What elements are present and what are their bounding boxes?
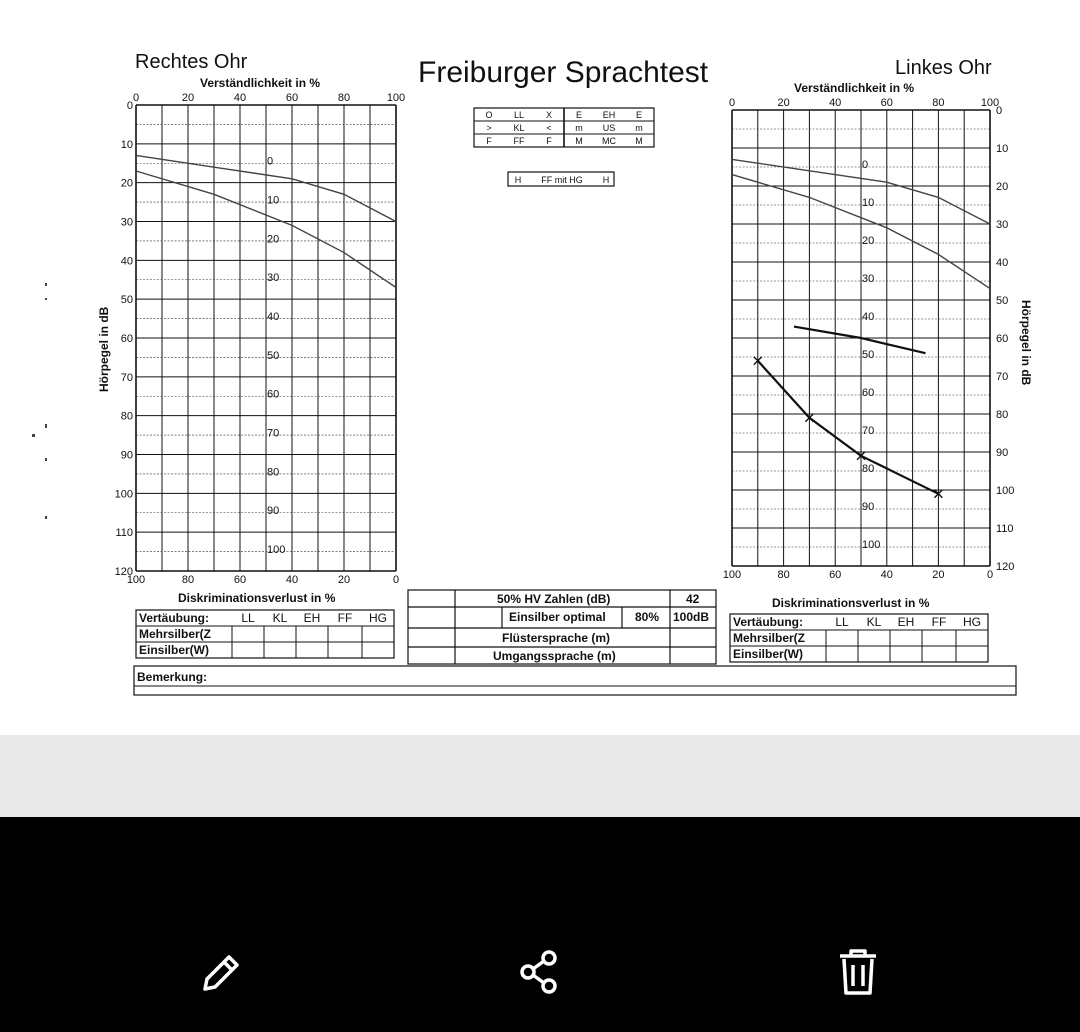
y-tick-label: 100 [996,485,1015,497]
y-tick-label: 40 [996,257,1009,269]
edit-button[interactable] [182,932,262,1012]
y-tick-label: 60 [120,333,133,345]
hv-numbers-label: 50% HV Zahlen (dB) [497,592,611,606]
bottom-tick-label: 40 [285,574,299,586]
left-masking-table [730,614,988,662]
legend-extra-symbol: H [602,175,610,185]
y-tick-label: 110 [115,527,133,540]
legend-symbol: US [602,123,616,133]
legend-symbol: LL [513,110,525,120]
remark-box [134,666,1016,695]
monosyllable-optimal-level: 100dB [673,610,710,624]
inner-scale-label: 80 [267,466,280,479]
legend-symbol: M [575,136,583,146]
bottom-tick-label: 100 [722,569,742,581]
left-bottom-axis-label: Diskriminationsverlust in % [772,596,930,610]
y-tick-label: 120 [114,566,133,578]
right-y-axis-label: Hörpegel in dB [97,306,111,392]
inner-scale-label: 40 [862,311,875,323]
inner-scale-label: 70 [862,425,875,437]
symbol-legend [474,108,654,186]
remark-label: Bemerkung: [137,670,208,684]
y-tick-label: 80 [996,409,1009,421]
y-tick-label: 80 [120,410,133,423]
y-tick-label: 30 [120,216,133,229]
legend-symbol: FF [513,136,525,146]
y-tick-label: 20 [120,177,133,190]
masking-col-label: HG [963,615,981,629]
y-tick-label: 120 [996,561,1015,573]
legend-symbol: M [635,136,643,146]
masking-col-label: FF [931,615,947,629]
inner-scale-label: 40 [267,311,280,323]
masking-header: Vertäubung: [733,615,804,629]
masking-col-label: FF [337,611,353,625]
top-tick-label: 0 [132,92,140,104]
top-tick-label: 100 [980,97,1000,109]
y-tick-label: 50 [120,294,133,307]
whisper-speech-label: Flüstersprache (m) [502,631,611,645]
result-curve [758,361,939,494]
monosyllable-optimal-percent: 80% [635,610,660,624]
legend-extra-symbol: H [514,175,522,185]
inner-scale-label: 70 [267,427,280,440]
y-tick-label: 110 [996,523,1014,535]
legend-symbol: m [635,123,643,133]
inner-scale-label: 20 [267,233,280,246]
inner-scale-label: 10 [862,197,875,209]
masking-row-multisyllable: Mehrsilber(Z [139,627,212,641]
legend-symbol: EH [602,110,616,120]
inner-scale-label: 90 [267,505,280,518]
legend-symbol: O [485,110,493,120]
y-tick-label: 20 [996,181,1009,193]
share-button[interactable] [500,932,580,1012]
legend-symbol: m [575,123,583,133]
masking-col-label: LL [835,615,849,629]
top-tick-label: 60 [285,92,299,104]
masking-row-multisyllable: Mehrsilber(Z [733,631,806,645]
inner-scale-label: 20 [862,235,875,247]
legend-extra-symbol: FF mit HG [541,175,583,185]
masking-col-label: KL [272,611,288,625]
bottom-tick-label: 20 [337,574,351,586]
y-tick-label: 90 [996,447,1009,459]
inner-scale-label: 30 [862,273,875,285]
inner-scale-label: 0 [267,155,274,168]
masking-col-label: LL [241,611,255,625]
y-tick-label: 0 [126,100,133,112]
result-curve [794,327,926,354]
inner-scale-label: 50 [267,349,280,362]
top-tick-label: 20 [181,92,195,104]
top-tick-label: 80 [337,92,351,104]
scan-artifacts [32,283,47,519]
inner-scale-label: 90 [862,501,875,513]
right-ear-label: Rechtes Ohr [135,51,248,73]
legend-symbol: KL [513,123,525,133]
masking-col-label: EH [303,611,321,625]
y-tick-label: 10 [120,138,133,151]
y-tick-label: 60 [996,333,1009,345]
conversation-speech-label: Umgangssprache (m) [493,649,616,663]
legend-symbol: > [486,123,492,133]
top-tick-label: 60 [880,97,893,109]
form-title: Freiburger Sprachtest [418,56,709,89]
top-tick-label: 0 [728,97,736,109]
masking-row-monosyllable: Einsilber(W) [733,647,804,661]
y-tick-label: 90 [120,449,133,462]
masking-header: Vertäubung: [139,611,210,625]
action-bar [0,817,1080,1032]
bottom-tick-label: 60 [829,569,842,581]
y-tick-label: 10 [996,143,1009,155]
inner-scale-label: 0 [862,159,869,171]
y-tick-label: 30 [996,219,1009,231]
masking-col-label: KL [866,615,882,629]
bottom-tick-label: 0 [986,569,994,581]
top-tick-label: 100 [386,92,406,104]
inner-scale-label: 10 [267,194,280,207]
legend-symbol: F [546,136,552,146]
bottom-tick-label: 0 [392,574,400,586]
inner-scale-label: 100 [267,544,286,556]
bottom-tick-label: 80 [181,574,195,586]
legend-symbol: E [635,110,643,120]
masking-col-label: HG [369,611,387,625]
share-icon [514,946,566,998]
y-tick-label: 70 [120,371,133,384]
y-tick-label: 50 [996,295,1009,307]
left-top-axis-label: Verständlichkeit in % [794,81,915,95]
y-tick-label: 40 [120,255,133,268]
legend-symbol: < [546,123,552,133]
top-tick-label: 40 [233,92,247,104]
right-top-axis-label: Verständlichkeit in % [200,76,321,90]
inner-scale-label: 80 [862,463,875,475]
right-bottom-axis-label: Diskriminationsverlust in % [178,591,336,605]
bottom-tick-label: 100 [126,574,146,586]
top-tick-label: 80 [932,97,945,109]
bottom-tick-label: 20 [932,569,945,581]
legend-symbol: X [545,110,553,120]
bottom-tick-label: 40 [880,569,893,581]
y-tick-label: 70 [996,371,1009,383]
right-ear-chart [115,92,406,586]
y-tick-label: 100 [114,488,133,501]
legend-symbol: F [486,136,492,146]
inner-scale-label: 100 [862,539,881,551]
left-ear-chart [723,97,1015,581]
viewer-margin [0,735,1080,817]
pencil-icon [196,946,248,998]
bottom-tick-label: 60 [233,574,247,586]
inner-scale-label: 60 [267,388,280,401]
monosyllable-optimal-label: Einsilber optimal [509,610,606,624]
masking-col-label: EH [897,615,915,629]
top-tick-label: 20 [777,97,790,109]
y-tick-label: 0 [996,105,1003,117]
bottom-tick-label: 80 [777,569,790,581]
inner-scale-label: 60 [862,387,875,399]
left-y-axis-label: Hörpegel in dB [1019,300,1033,386]
legend-symbol: MC [602,136,616,146]
right-masking-table [136,610,394,658]
hv-numbers-value: 42 [686,592,700,606]
inner-scale-label: 50 [862,349,875,361]
inner-scale-label: 30 [267,272,280,285]
legend-symbol: E [575,110,583,120]
left-ear-label: Linkes Ohr [895,57,992,79]
trash-icon [832,946,884,998]
masking-row-monosyllable: Einsilber(W) [139,643,210,657]
delete-button[interactable] [818,932,898,1012]
top-tick-label: 40 [829,97,842,109]
